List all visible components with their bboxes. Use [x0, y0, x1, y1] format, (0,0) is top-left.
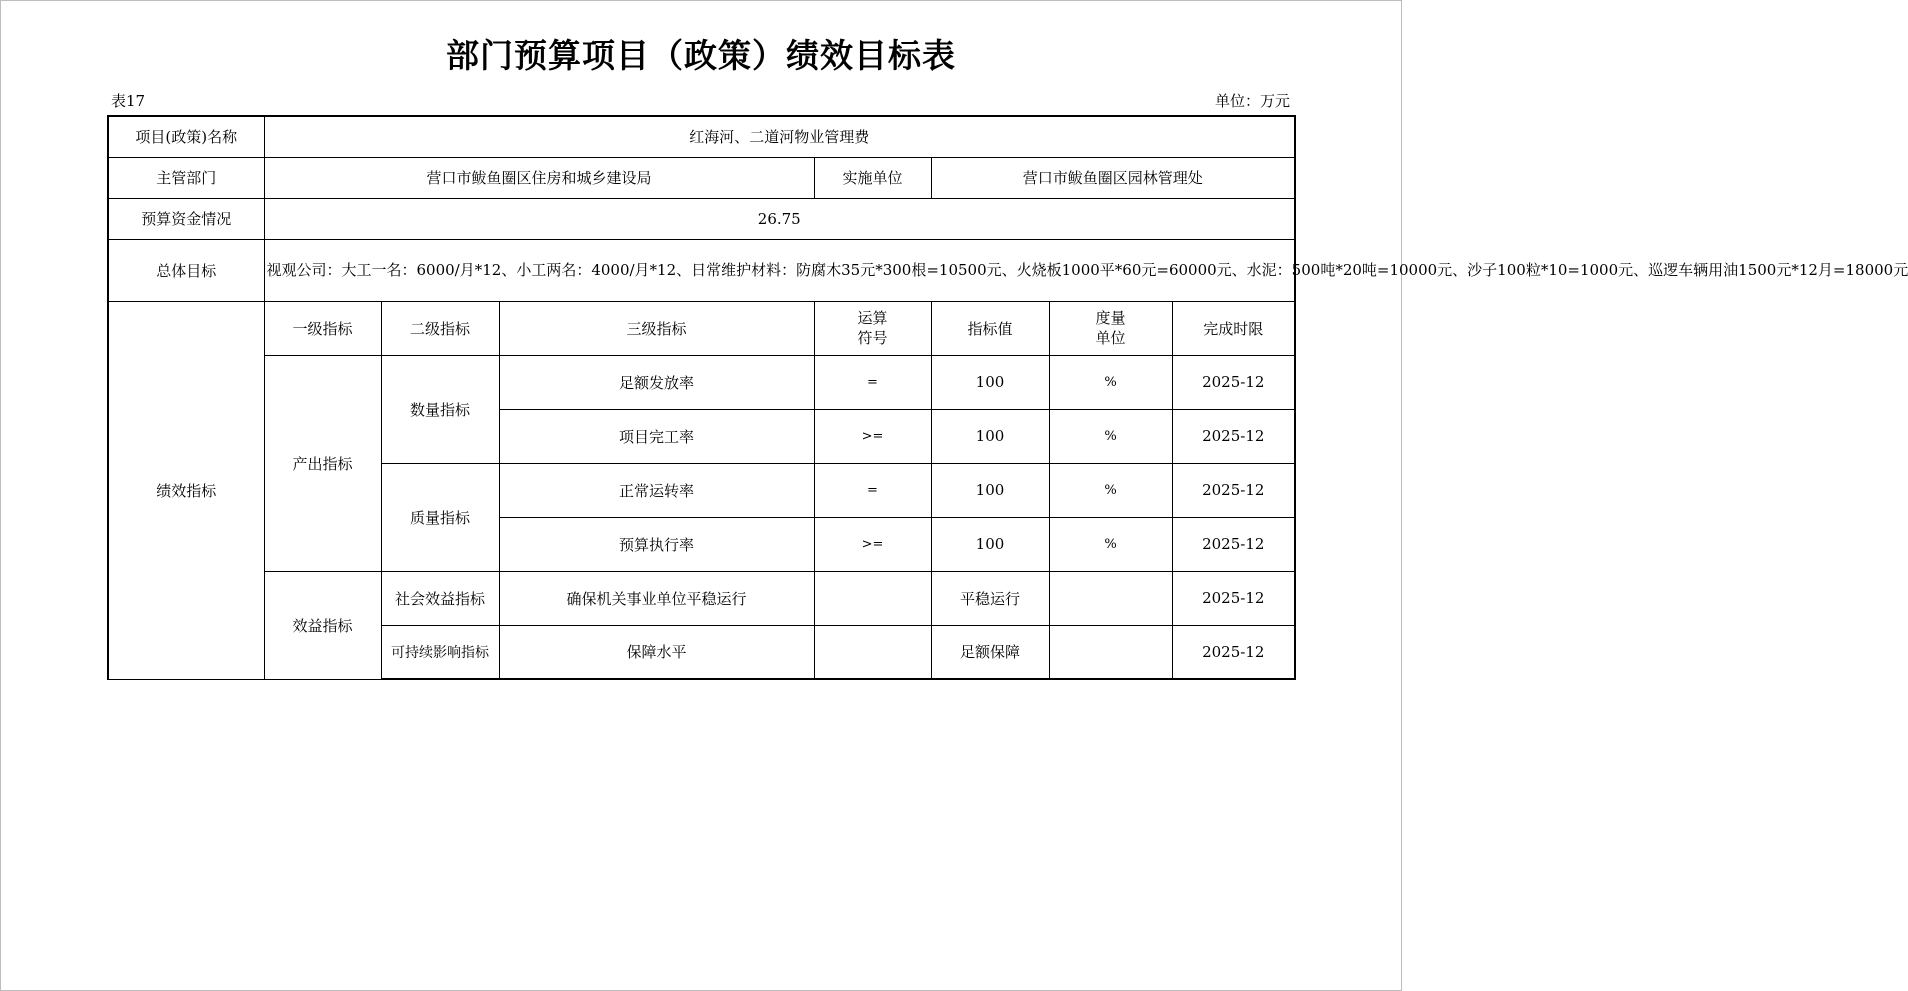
- quantity-indicator-label: 数量指标: [381, 355, 499, 463]
- indicator-operator: [814, 571, 931, 625]
- indicator-deadline: 2025-12: [1172, 517, 1295, 571]
- indicator-name: 足额发放率: [499, 355, 814, 409]
- page-title: 部门预算项目（政策）绩效目标表: [446, 36, 956, 75]
- header-level3: 三级指标: [499, 301, 814, 355]
- indicator-name: 确保机关事业单位平稳运行: [499, 571, 814, 625]
- performance-target-table: [107, 115, 1908, 680]
- header-unit-line1: 度量: [1095, 309, 1126, 327]
- department-row: [108, 157, 1295, 198]
- budget-value: 26.75: [264, 198, 1295, 239]
- indicator-name: 预算执行率: [499, 517, 814, 571]
- indicator-deadline: 2025-12: [1172, 625, 1295, 679]
- project-name-value: 红海河、二道河物业管理费: [264, 116, 1295, 157]
- indicator-name: 正常运转率: [499, 463, 814, 517]
- output-indicator-label: 产出指标: [264, 355, 381, 571]
- indicator-operator: >=: [814, 517, 931, 571]
- header-operator-line2: 符号: [857, 329, 888, 347]
- sustainability-indicator-label: 可持续影响指标: [381, 625, 499, 679]
- overall-goal-label: 总体目标: [108, 239, 264, 301]
- indicator-unit: [1049, 571, 1172, 625]
- header-operator: [814, 301, 931, 355]
- overall-goal-row: [108, 239, 1295, 301]
- header-level2: 二级指标: [381, 301, 499, 355]
- indicator-unit: %: [1049, 463, 1172, 517]
- indicator-value: 平稳运行: [931, 571, 1049, 625]
- indicator-deadline: 2025-12: [1172, 355, 1295, 409]
- indicator-unit: %: [1049, 355, 1172, 409]
- header-level1: 一级指标: [264, 301, 381, 355]
- header-value: 指标值: [931, 301, 1049, 355]
- budget-row: [108, 198, 1295, 239]
- indicator-row: [108, 571, 1295, 625]
- header-unit-line2: 单位: [1095, 329, 1126, 347]
- overall-goal-text: 视观公司：大工一名：6000/月*12、小工两名：4000/月*12、日常维护材料：防腐木35元*300根=10500元、火烧板1000平*60元=60000元、水泥：500吨*20吨=10000元、沙子100粒*10=1000元、巡逻车辆用油1500元*12月=18000元: [264, 239, 1295, 301]
- performance-indicators-label: 绩效指标: [108, 301, 264, 679]
- indicator-value: 100: [931, 517, 1049, 571]
- department-value: 营口市鲅鱼圈区住房和城乡建设局: [264, 157, 814, 198]
- implementing-unit-label: 实施单位: [814, 157, 931, 198]
- project-name-label: 项目(政策)名称: [108, 116, 264, 157]
- indicator-row: [108, 355, 1295, 409]
- indicator-operator: =: [814, 463, 931, 517]
- budget-label: 预算资金情况: [108, 198, 264, 239]
- indicator-value: 100: [931, 463, 1049, 517]
- implementing-unit-value: 营口市鲅鱼圈区园林管理处: [931, 157, 1295, 198]
- table-number: 表17: [111, 92, 146, 110]
- header-deadline: 完成时限: [1172, 301, 1295, 355]
- quality-indicator-label: 质量指标: [381, 463, 499, 571]
- header-unit: [1049, 301, 1172, 355]
- indicator-value: 100: [931, 409, 1049, 463]
- project-name-row: [108, 116, 1295, 157]
- social-benefit-indicator-label: 社会效益指标: [381, 571, 499, 625]
- indicator-unit: [1049, 625, 1172, 679]
- header-operator-line1: 运算: [857, 309, 888, 327]
- indicator-deadline: 2025-12: [1172, 463, 1295, 517]
- indicator-value: 足额保障: [931, 625, 1049, 679]
- indicator-name: 保障水平: [499, 625, 814, 679]
- unit-label: 单位：万元: [1214, 92, 1290, 110]
- indicator-unit: %: [1049, 409, 1172, 463]
- indicator-operator: [814, 625, 931, 679]
- indicator-operator: =: [814, 355, 931, 409]
- indicator-deadline: 2025-12: [1172, 409, 1295, 463]
- indicator-unit: %: [1049, 517, 1172, 571]
- indicator-operator: >=: [814, 409, 931, 463]
- indicator-value: 100: [931, 355, 1049, 409]
- benefit-indicator-label: 效益指标: [264, 571, 381, 679]
- indicator-deadline: 2025-12: [1172, 571, 1295, 625]
- department-label: 主管部门: [108, 157, 264, 198]
- indicator-header-row: [108, 301, 1295, 355]
- indicator-name: 项目完工率: [499, 409, 814, 463]
